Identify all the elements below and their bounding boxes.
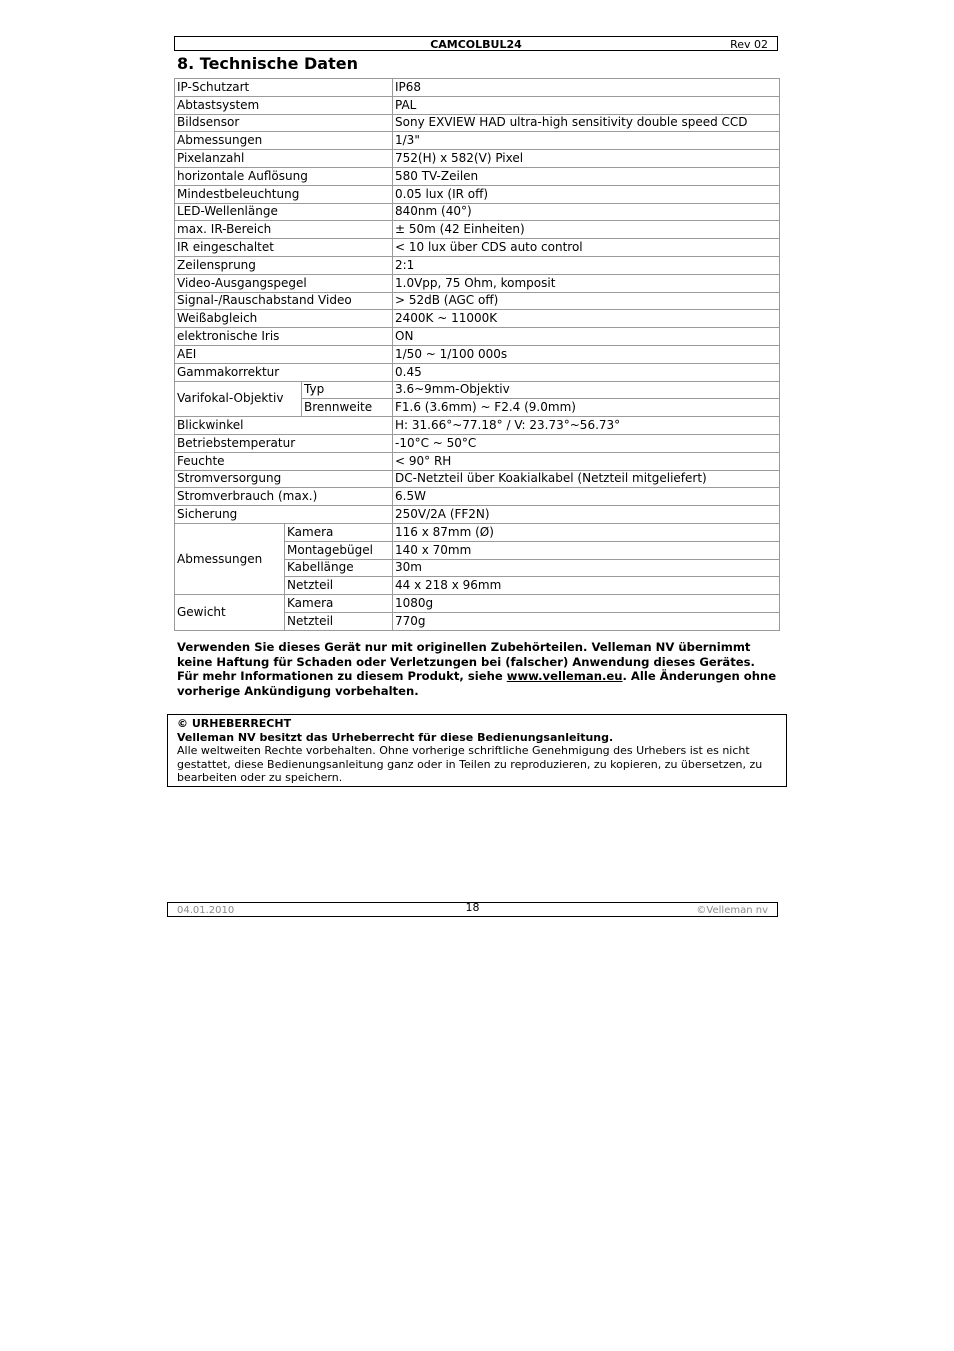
copyright-body: Alle weltweiten Rechte vorbehalten. Ohne vorherige schriftliche Genehmigung des Urhebers ist es nicht gestattet, diese Bedienungsanleitung ganz oder in Teilen zu reproduzieren, zu kopieren, zu übersetzen, zu bearbeiten oder zu speichern. xyxy=(177,744,763,784)
copyright-subtitle: Velleman NV besitzt das Urheberrecht für diese Bedienungsanleitung. xyxy=(177,730,614,744)
spec-value: 44 x 218 x 96mm xyxy=(393,577,780,595)
section-title: 8. Technische Daten xyxy=(177,54,358,73)
table-row xyxy=(175,256,780,274)
spec-value: H: 31.66°~77.18° / V: 23.73°~56.73° xyxy=(393,417,780,435)
sub-label: Kamera xyxy=(285,595,393,613)
spec-label: Betriebstemperatur xyxy=(175,434,393,452)
table-row xyxy=(175,470,780,488)
spec-value: PAL xyxy=(393,96,780,114)
spec-value: 0.05 lux (IR off) xyxy=(393,185,780,203)
table-row xyxy=(175,96,780,114)
table-row xyxy=(175,167,780,185)
sub-label: Kamera xyxy=(285,523,393,541)
spec-value: 30m xyxy=(393,559,780,577)
spec-label: Abmessungen xyxy=(175,132,393,150)
spec-label: Bildsensor xyxy=(175,114,393,132)
table-row xyxy=(175,203,780,221)
spec-label: Gammakorrektur xyxy=(175,363,393,381)
sub-label: Netzteil xyxy=(285,577,393,595)
spec-label: Mindestbeleuchtung xyxy=(175,185,393,203)
spec-label: Blickwinkel xyxy=(175,417,393,435)
table-row xyxy=(175,363,780,381)
spec-value: < 90° RH xyxy=(393,452,780,470)
copyright-box xyxy=(167,714,787,787)
spec-value: 1/3" xyxy=(393,132,780,150)
copyright-title: © URHEBERRECHT xyxy=(177,717,292,730)
table-row xyxy=(175,523,780,541)
table-row xyxy=(175,595,780,613)
spec-value: 752(H) x 582(V) Pixel xyxy=(393,150,780,168)
page-footer xyxy=(167,902,778,917)
spec-value: 250V/2A (FF2N) xyxy=(393,506,780,524)
model-name: CAMCOLBUL24 xyxy=(430,38,522,51)
spec-label: elektronische Iris xyxy=(175,328,393,346)
table-row xyxy=(175,417,780,435)
table-row xyxy=(175,150,780,168)
spec-value: F1.6 (3.6mm) ~ F2.4 (9.0mm) xyxy=(393,399,780,417)
spec-value: 840nm (40°) xyxy=(393,203,780,221)
sub-label: Brennweite xyxy=(302,399,393,417)
spec-label: Stromversorgung xyxy=(175,470,393,488)
spec-label: AEI xyxy=(175,345,393,363)
spec-value: 2:1 xyxy=(393,256,780,274)
page-number: 18 xyxy=(465,901,480,914)
footer-date: 04.01.2010 xyxy=(177,905,235,916)
spec-value: 140 x 70mm xyxy=(393,541,780,559)
spec-label: Weißabgleich xyxy=(175,310,393,328)
table-row xyxy=(175,506,780,524)
table-row xyxy=(175,274,780,292)
revision-label: Rev 02 xyxy=(730,38,768,51)
table-row xyxy=(175,79,780,97)
table-row xyxy=(175,434,780,452)
footer-copyright: ©Velleman nv xyxy=(696,905,768,916)
sub-label: Montagebügel xyxy=(285,541,393,559)
table-row xyxy=(175,452,780,470)
table-row xyxy=(175,328,780,346)
table-row xyxy=(175,239,780,257)
spec-value: > 52dB (AGC off) xyxy=(393,292,780,310)
table-row xyxy=(175,488,780,506)
spec-label: Video-Ausgangspegel xyxy=(175,274,393,292)
group-label: Abmessungen xyxy=(175,523,285,594)
table-row xyxy=(175,221,780,239)
spec-value: 3.6~9mm-Objektiv xyxy=(393,381,780,399)
spec-label: Abtastsystem xyxy=(175,96,393,114)
specs-table xyxy=(174,78,780,631)
spec-label: IR eingeschaltet xyxy=(175,239,393,257)
spec-value: DC-Netzteil über Koakialkabel (Netzteil mitgeliefert) xyxy=(393,470,780,488)
spec-label: Stromverbrauch (max.) xyxy=(175,488,393,506)
spec-value: ± 50m (42 Einheiten) xyxy=(393,221,780,239)
spec-value: 1/50 ~ 1/100 000s xyxy=(393,345,780,363)
table-row xyxy=(175,185,780,203)
spec-value: 6.5W xyxy=(393,488,780,506)
table-row xyxy=(175,114,780,132)
spec-label: max. IR-Bereich xyxy=(175,221,393,239)
table-row xyxy=(175,310,780,328)
spec-value: ON xyxy=(393,328,780,346)
spec-value: < 10 lux über CDS auto control xyxy=(393,239,780,257)
spec-label: IP-Schutzart xyxy=(175,79,393,97)
page-header xyxy=(174,36,778,51)
sub-label: Typ xyxy=(302,381,393,399)
spec-value: 1080g xyxy=(393,595,780,613)
table-row xyxy=(175,292,780,310)
notice-text-end: . Alle Änderungen ohne vorherige Ankündigung vorbehalten. xyxy=(177,669,777,698)
spec-value: -10°C ~ 50°C xyxy=(393,434,780,452)
spec-label: horizontale Auflösung xyxy=(175,167,393,185)
velleman-link[interactable]: www.velleman.eu xyxy=(506,669,623,683)
spec-label: Pixelanzahl xyxy=(175,150,393,168)
spec-value: 1.0Vpp, 75 Ohm, komposit xyxy=(393,274,780,292)
table-row xyxy=(175,345,780,363)
spec-label: LED-Wellenlänge xyxy=(175,203,393,221)
spec-label: Sicherung xyxy=(175,506,393,524)
sub-label: Kabellänge xyxy=(285,559,393,577)
spec-value: Sony EXVIEW HAD ultra-high sensitivity double speed CCD xyxy=(393,114,780,132)
spec-label: Signal-/Rauschabstand Video xyxy=(175,292,393,310)
spec-value: 116 x 87mm (Ø) xyxy=(393,523,780,541)
notice-text: Verwenden Sie dieses Gerät nur mit originellen Zubehörteilen. Velleman NV übernimmt keine Haftung für Schaden oder Verletzungen bei (falscher) Anwendung dieses Gerätes. Für mehr Informationen zu diesem Produkt, siehe xyxy=(177,640,755,683)
sub-label: Netzteil xyxy=(285,612,393,630)
usage-notice xyxy=(177,640,777,698)
spec-label: Feuchte xyxy=(175,452,393,470)
table-row xyxy=(175,132,780,150)
spec-value: 0.45 xyxy=(393,363,780,381)
group-label: Varifokal-Objektiv xyxy=(175,381,302,417)
spec-value: IP68 xyxy=(393,79,780,97)
spec-value: 580 TV-Zeilen xyxy=(393,167,780,185)
spec-value: 770g xyxy=(393,612,780,630)
spec-label: Zeilensprung xyxy=(175,256,393,274)
group-label: Gewicht xyxy=(175,595,285,631)
table-row xyxy=(175,381,780,399)
spec-value: 2400K ~ 11000K xyxy=(393,310,780,328)
